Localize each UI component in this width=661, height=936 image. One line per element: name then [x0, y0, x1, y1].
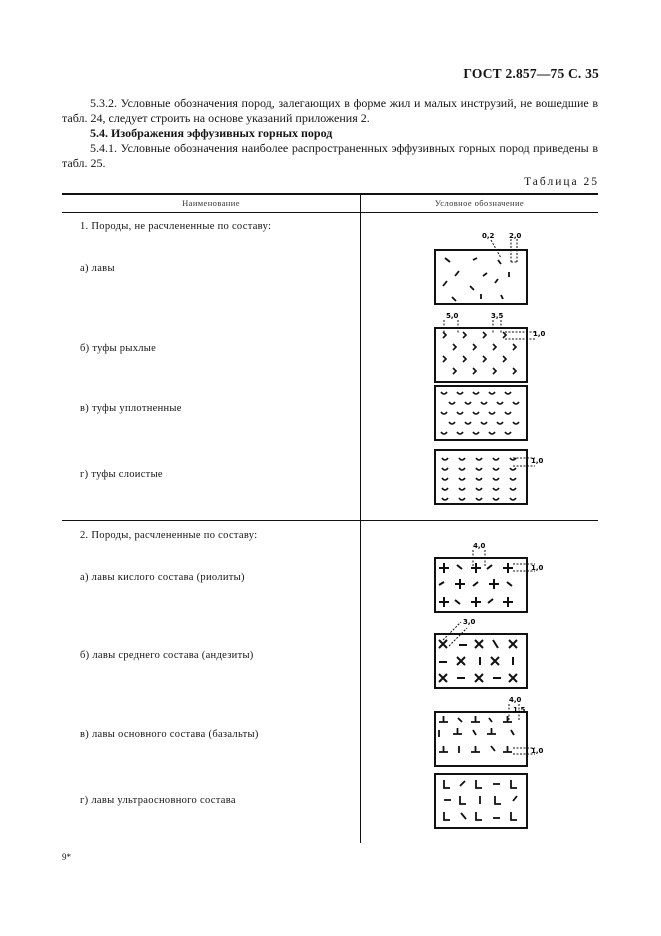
ultrabasic-lava-pattern-symbol — [425, 772, 545, 834]
group-1-title: 1. Породы, не расчлененные по составу: — [80, 221, 272, 232]
column-header-symbol: Условное обозначение — [434, 198, 525, 208]
dimension-label: 1,0 — [531, 457, 544, 465]
row-lavas: а) лавы — [80, 263, 115, 274]
page-footer-mark: 9* — [62, 852, 71, 862]
row-basalts: в) лавы основного состава (базальты) — [80, 729, 259, 740]
row-ultrabasic-lavas: г) лавы ультраосновного состава — [80, 795, 236, 806]
dimension-label: 3,5 — [491, 312, 504, 320]
paragraph-5-4-1: 5.4.1. Условные обозначения наиболее распространенных эффузивных горных пород приведены в табл. 25. — [62, 141, 598, 170]
dimension-label: 1,0 — [533, 330, 546, 338]
page-header: ГОСТ 2.857—75 С. 35 — [463, 66, 599, 81]
table-caption: Таблица 25 — [524, 176, 599, 188]
table-header-rule — [62, 212, 598, 213]
dimension-label: 0,2 — [482, 232, 495, 240]
row-rhyolites: а) лавы кислого состава (риолиты) — [80, 572, 245, 583]
dimension-label: 5,0 — [446, 312, 459, 320]
row-compacted-tuffs: в) туфы уплотненные — [80, 403, 182, 414]
group-2-title: 2. Породы, расчлененные по составу: — [80, 530, 258, 541]
dimension-label: 3,0 — [463, 618, 476, 626]
paragraph-5-3-2: 5.3.2. Условные обозначения пород, залегающих в форме жил и малых инструзий, не вошедшие в табл. 24, следует строить на основе указаний приложения 2. — [62, 96, 598, 125]
dimension-label: 1,5 — [513, 706, 526, 714]
dimension-label: 1,0 — [531, 747, 544, 755]
compacted-tuff-pattern-symbol — [425, 382, 545, 444]
table-group-rule — [62, 520, 598, 521]
dimension-label: 1,0 — [531, 564, 544, 572]
row-loose-tuffs: б) туфы рыхлые — [80, 343, 157, 354]
basalt-pattern-symbol — [425, 694, 550, 772]
dimension-label: 4,0 — [509, 696, 522, 704]
section-heading-5-4: 5.4. Изображения эффузивных горных пород — [90, 126, 333, 140]
table-column-divider — [360, 193, 361, 843]
dimension-label: 2,0 — [509, 232, 522, 240]
layered-tuff-pattern-symbol — [425, 446, 550, 508]
rhyolite-pattern-symbol — [425, 540, 550, 616]
table-top-rule — [62, 193, 598, 195]
row-layered-tuffs: г) туфы слоистые — [80, 469, 163, 480]
column-header-name: Наименование — [182, 198, 240, 208]
loose-tuff-pattern-symbol — [425, 308, 550, 386]
dimension-label: 4,0 — [473, 542, 486, 550]
andesite-pattern-symbol — [425, 614, 545, 692]
lava-pattern-symbol — [425, 228, 545, 308]
row-andesites: б) лавы среднего состава (андезиты) — [80, 650, 254, 661]
